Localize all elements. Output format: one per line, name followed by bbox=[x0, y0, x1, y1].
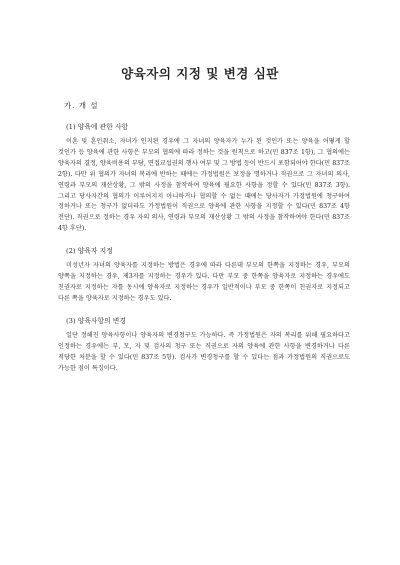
subsection-heading-custodian-designation: (2) 양육자 지정 bbox=[66, 247, 113, 256]
document-body bbox=[58, 100, 350, 384]
subsection-body-custody-matters: 이혼 및 혼인취소, 자녀가 인지된 경우에 그 자녀의 양육자가 누가 된 것인가 또는 양육을 어떻게 할 것인가 등 양육에 관한 사항은 부모의 협의에 따라 정하는 것을 원칙으로 하고(민 837조 1항), 그 협의에는 양육자의 결정, 양육비용의 부담, 면접교섭권의 행사 여부 및 그 방법 등이 반드시 포함되어야 한다(민 837조 2항). 다만 위 협의가 자녀의 복리에 반하는 때에는 가정법원은 보정을 명하거나 직권으로 그 자녀의 의사, 연령과 부모의 재산상황, 그 밖의 사정을 참작하여 양육에 필요한 사항을 정할 수 있다(민 837조 3항). 그리고 당사자간의 협의가 이루어지지 아니하거나 협의할 수 없는 때에는 당사자가 가정법원에 청구하여 정하거나 또는 청구가 없더라도 가정법원이 직권으로 양육에 관한 사항을 지정할 수 있다(민 837조 4항 전단). 직권으로 정하는 경우 자의 의사, 연령과 부모의 재산상황 그 밖의 사정을 참작하여야 한다(민 837조 4항 후단). bbox=[58, 138, 350, 233]
subsection-heading-custody-change: (3) 양육사항의 변경 bbox=[66, 316, 126, 325]
subsection-heading-custody-matters: (1) 양육에 관한 사항 bbox=[66, 123, 129, 131]
subsection-body-custodian-designation: 미성년자 자녀의 양육자를 지정하는 방법은 경우에 따라 다른데 부모의 한쪽을 지정하는 경우, 부모의 양쪽을 지정하는 경우, 제3자를 지정하는 경우가 있다. 다만 부모 중 한쪽을 양육자로 지정하는 경우에도 친권자로 지정하는 자를 동시에 양육자로 지정하는 경우가 일반적이나 부모 중 한쪽이 친권자로 지정되고 다른 쪽을 양육자로 지정하는 경우도 있다. bbox=[58, 262, 350, 302]
subsection-body-custody-change: 일단 정해진 양육사항이나 양육자의 변경청구도 가능하다. 즉 가정법원은 자의 복리를 위해 필요하다고 인정하는 경우에는 부, 모, 자 및 검사의 청구 또는 직권으로 자의 양육에 관한 사항을 변경하거나 다른 적당한 처분을 할 수 있다(민 837조 5항). 검사가 변경청구를 할 수 있다는 점과 가정법원의 직권으로도 가능한 점이 특징이다. bbox=[58, 331, 350, 372]
document-title: 양육자의 지정 및 변경 심판 bbox=[121, 66, 279, 81]
section-heading: 가. 개 설 bbox=[64, 101, 99, 110]
